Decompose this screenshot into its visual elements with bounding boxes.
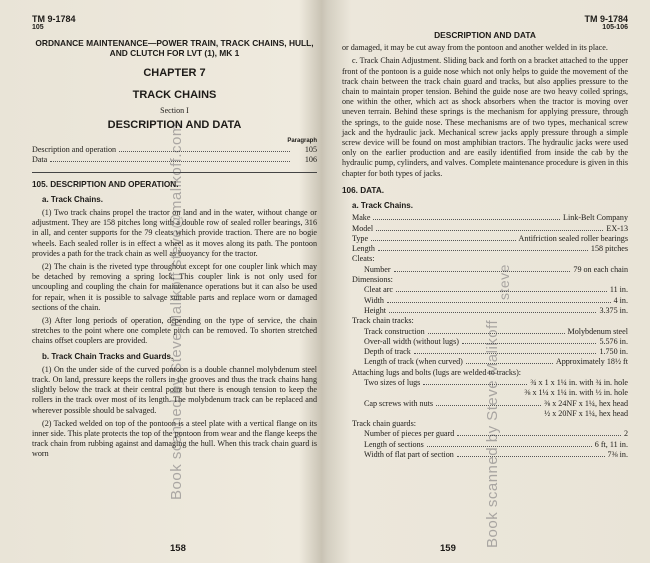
spec-value: EX-13	[606, 223, 628, 233]
paragraph: (1) On the under side of the curved pontoon is a double channel molybdenum steel track. On land, pressure keeps the rollers in the grooves and thus the track chains hang slightly below the track at their central point but there is enough tension to keep the rollers in the track over most of its length. The molybdenum track can be replaced and wherever possible should be salvaged.	[32, 364, 317, 415]
spec-value: Molybdenum steel	[567, 326, 628, 336]
spec-value: 2	[623, 429, 628, 439]
left-header-page: 105	[32, 24, 44, 31]
spec-value: 11 in.	[609, 285, 628, 295]
left-header	[32, 14, 317, 24]
spec-row	[342, 224, 628, 234]
left-running-title: ORDNANCE MAINTENANCE—POWER TRAIN, TRACK CHAINS, HULL, AND CLUTCH FOR LVT (1), MK 1	[35, 38, 314, 58]
spec-value: ½ x 20NF x 1¼, hex head	[544, 408, 628, 418]
heading-106: 106. DATA.	[342, 185, 385, 195]
spec-value: 4 in.	[613, 295, 628, 305]
spec-row	[342, 265, 628, 275]
toc-entry-number: 105	[304, 145, 317, 155]
scanner-watermark: steve	[496, 264, 512, 300]
spec-key: Track chain tracks:	[352, 316, 414, 326]
heading-105: 105. DESCRIPTION AND OPERATION.	[32, 179, 179, 189]
spec-value: Approximately 18½ ft	[555, 357, 628, 367]
spec-key: Type	[352, 233, 369, 243]
spec-key: Length	[352, 244, 375, 254]
section-title: DESCRIPTION AND DATA	[107, 119, 242, 132]
spec-key: Height	[364, 305, 387, 315]
spec-key: Cap screws with nuts	[364, 398, 434, 408]
left-header-code: TM 9-1784	[32, 14, 76, 24]
spec-value: 5.576 in.	[599, 336, 628, 346]
paragraph: or damaged, it may be cut away from the pontoon and another welded in its place.	[342, 43, 608, 53]
scanner-watermark: Book scanned by Steve Malikoff steve@malikoff.com	[168, 123, 185, 500]
spec-key: Depth of track	[364, 347, 411, 357]
chapter-title: TRACK CHAINS	[132, 89, 217, 101]
right-page-number: 159	[440, 542, 456, 554]
spec-value: 1.750 in.	[599, 347, 628, 357]
spec-key: Attaching lugs and bolts (lugs are welded to tracks):	[352, 367, 522, 377]
spec-value: ⅜ x 1¼ x 1¼ in. with ½ in. hole	[524, 388, 628, 398]
paragraph: (3) After long periods of operation, depending on the type of service, the chain stretches to the point where one complete pitch can be removed. To shorten stretched chains offset couplers are provided.	[32, 316, 317, 346]
left-page-number: 158	[170, 542, 186, 554]
spec-key: Track chain guards:	[352, 419, 416, 429]
spec-key: Model	[352, 223, 374, 233]
section-number: Section I	[160, 106, 189, 115]
spec-key: Number of pieces per guard	[364, 429, 455, 439]
spec-row	[342, 234, 628, 244]
toc-entry-text: Description and operation	[32, 145, 117, 155]
spec-key: Two sizes of lugs	[364, 378, 421, 387]
spec-value: 6 ft, 11 in.	[594, 439, 628, 449]
spec-row	[342, 254, 628, 264]
spec-row	[342, 296, 628, 306]
paragraph: (2) The chain is the riveted type throughout except for one coupler link which may be detached by removing a spring lock. This coupler link is not only used for uncoupling and coupling the chain for maintenance operations but it can also be used for repair, when it is possible to salvage suitable parts and replace worn or damaged sections of the chain.	[32, 262, 317, 312]
paragraph: (1) Two track chains propel the tractor on land and in the water, without change or adjustment. They are 158 pitches long with a double row of sealed roller bearings, 316 in all, and center supports for the 79 cleats which provide traction. There are no bogie wheels. Each sealed roller is in effect a wheel as it moves along its path. The pontoon provides a path for the track chain as well as buoyancy for the tractor.	[32, 208, 317, 258]
spec-key: Cleats:	[352, 254, 375, 264]
heading-track-chains: a. Track Chains.	[42, 194, 103, 204]
chapter-number: CHAPTER 7	[143, 67, 206, 79]
right-header	[342, 14, 628, 24]
spec-value: 3.375 in.	[599, 305, 628, 315]
spec-value: ¾ x 1 x 1¼ in. with ¾ in. hole	[530, 378, 628, 387]
scanner-watermark: Book scanned by Steve Malikoff	[484, 319, 501, 548]
spec-row	[342, 306, 628, 316]
spec-value: 7⅜ in.	[607, 450, 628, 460]
spec-key: Track construction	[364, 326, 425, 336]
paragraph: (2) Tacked welded on top of the pontoon is a steel plate with a vertical flange on its inner side. This plate protects the top of the pontoon from wear and the flange keeps the track chain from rubbing against and damaging the hull. When this track chain guard is worn	[32, 418, 317, 459]
spec-row	[342, 213, 628, 223]
spec-row	[342, 275, 628, 285]
heading-tracks-and-guards: b. Track Chain Tracks and Guards.	[42, 351, 174, 361]
toc-paragraph-label: Paragraph	[287, 138, 317, 145]
spec-row	[342, 285, 628, 295]
heading-track-chains-data: a. Track Chains.	[352, 201, 413, 211]
spec-key: Cleat arc	[364, 285, 393, 295]
toc-entry-text: Data	[32, 155, 48, 165]
spec-key: Width	[364, 295, 384, 305]
spec-key: Width of flat part of section	[364, 450, 454, 460]
spec-row	[342, 244, 628, 254]
spec-key: Dimensions:	[352, 275, 393, 285]
spec-value: Link-Belt Company	[563, 213, 628, 223]
spec-value: ⅜ x 24NF x 1¼, hex head	[544, 398, 628, 408]
paragraph-track-chain-adjustment: c. Track Chain Adjustment. Sliding back and forth on a bracket attached to the upper front of the pontoon is a guide nose which not only helps to guide the movement of the track chain between the track chain guard and tracks, but also applies pressure to the chain to maintain proper tension. Behind the guide nose are two heavy coiled springs, one within the other, which act as shock absorbers when the tractor is moving over uneven terrain. Behind these springs is the mechanism for applying pressure, through the springs, to the guide nose. These mechanisms are of two types, mechanical screw jack and the hydraulic jack. Mechanical screw jacks apply pressure through a simple screw device will be found on most amphibian tractors. The hydraulic jacks were used only on the earlier production and are easily identified from inside the cab by the hydraulic pump, cylinders, and valves. Complete maintenance procedure is given in this chapter for both types of jacks.	[342, 56, 628, 178]
spec-key: Over-all width (without lugs)	[364, 336, 459, 346]
spec-key: Length of sections	[364, 439, 424, 449]
right-running-title: DESCRIPTION AND DATA	[434, 30, 536, 40]
toc-entry-number: 106	[304, 155, 317, 165]
right-header-code: TM 9-1784	[584, 14, 628, 24]
spec-key: Length of track (when curved)	[364, 357, 463, 367]
right-header-page: 105-106	[602, 24, 628, 31]
spec-key: Number	[364, 264, 391, 274]
spec-key: Make	[352, 213, 371, 223]
spec-value: 79 on each chain	[573, 264, 628, 274]
spec-value: Antifriction sealed roller bearings	[518, 233, 628, 243]
spec-value: 158 pitches	[590, 244, 628, 254]
